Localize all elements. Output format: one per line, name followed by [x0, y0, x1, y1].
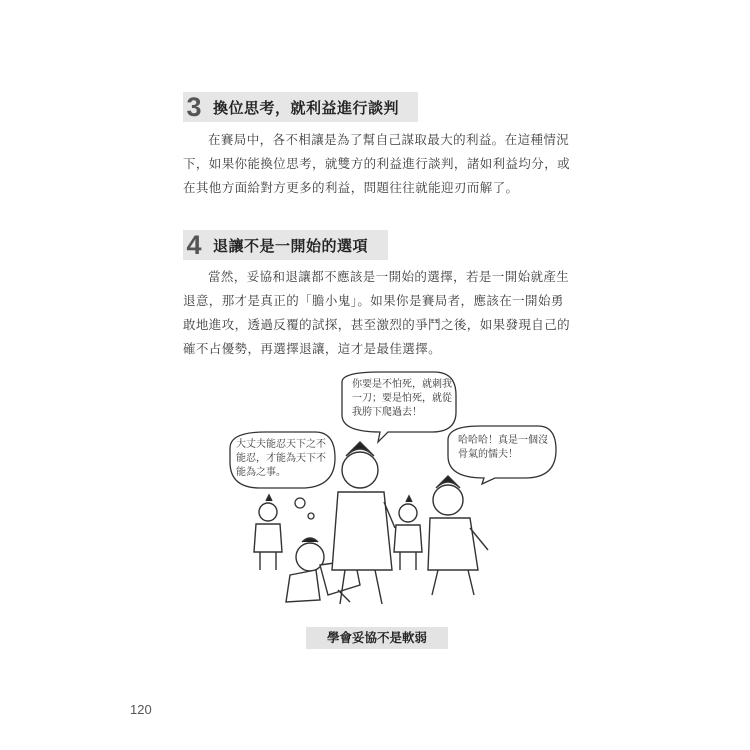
speech-bubble-top-text: 你要是不怕死，就刺我一刀；要是怕死，就從我胯下爬過去！ [352, 379, 452, 418]
bystander-left [254, 495, 282, 570]
section-title: 退讓不是一開始的選項 [213, 236, 369, 255]
speech-bubble-right-text: 哈哈哈！真是一個沒骨氣的懦夫！ [458, 435, 548, 460]
page-number: 120 [130, 702, 152, 717]
laughing-man [428, 476, 488, 595]
section-3-heading [183, 92, 418, 122]
section-number: 3 [186, 92, 202, 122]
cartoon-illustration [220, 370, 560, 625]
section-4-heading [183, 230, 388, 260]
illustration-caption: 學會妥協不是軟弱 [306, 627, 448, 649]
section-title: 換位思考，就利益進行談判 [213, 98, 400, 117]
bystander-middle [394, 496, 422, 570]
section-4-paragraph: 當然，妥協和退讓都不應該是一開始的選擇，若是一開始就產生退意，那才是真正的「膽小鬼」。如果你是賽局者，應該在一開始勇敢地進攻，透過反覆的試探，甚至激烈的爭鬥之後，如果發現自己的確不占優勢，再選擇退讓，這才是最佳選擇。 [183, 269, 571, 356]
speech-bubble-left-text: 大丈夫能忍天下之不能忍，才能為天下不能為之事。 [236, 439, 326, 478]
section-3-paragraph: 在賽局中，各不相讓是為了幫自己謀取最大的利益。在這種情況下，如果你能換位思考，就雙方的利益進行談判，諸如利益均分，或在其他方面給對方更多的利益，問題往往就能迎刃而解了。 [183, 132, 571, 195]
section-number: 4 [186, 230, 202, 260]
